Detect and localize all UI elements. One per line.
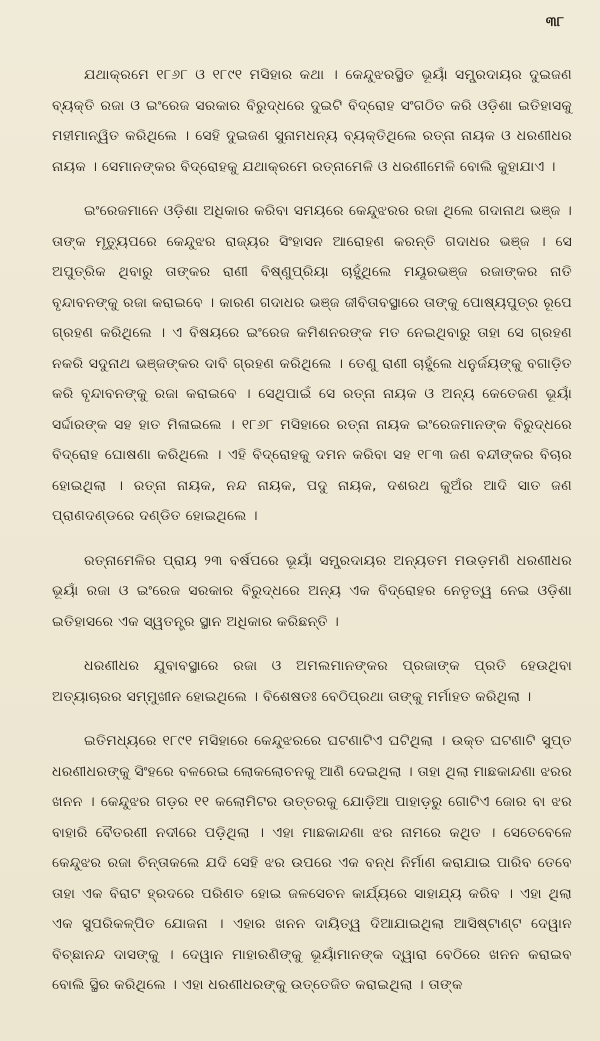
paragraph-5: ଇତିମଧ୍ୟରେ ୧୮୯୧ ମସିହାରେ କେନ୍ଦୁଝରରେ ଘଟଣାଟିଏ ଘଟିଥିଲା । ଉକ୍ତ ଘଟଣାଟି ସୁପ୍ତ ଧରଣୀଧରଙ୍କୁ ସିଂହରେ ବଳରେଇ ଲୋକଲୋଚନକୁ ଆଣି ଦେଇଥିଲା । ତାହା ଥିଲା ମାଛକାନ୍ଦଣା ଝରର ଖନନ । କେନ୍ଦୁଝର ଗଡ଼ର ୧୧ କଲୋମିଟର ଉତ୍ତରକୁ ଯୋଡ଼ିଆ ପାହାଡ଼ରୁ ଗୋଟିଏ ଜୋର ବା ଝର ବାହାରି ବୈତରଣୀ ନଦୀରେ ପଡ଼ିଥିଲା । ଏହା ମାଛକାନ୍ଦଣା ଝର ନାମରେ କଥିତ । ସେତେବେଳେ କେନ୍ଦୁଝର ରଜା ଚିନ୍ତାକଲେ ଯଦି ସେହି ଝର ଉପରେ ଏକ ବନ୍ଧ ନିର୍ମାଣ କରାଯାଇ ପାରିବ ତେବେ ତାହା ଏକ ବିରାଟ ହ୍ରଦରେ ପରିଣତ ହୋଇ ଜଳସେଚନ କାର୍ଯ୍ୟରେ ସାହାଯ୍ୟ କରିବ । ଏହା ଥିଲା ଏକ ସୁପରିକଳ୍ପିତ ଯୋଜନା । ଏହାର ଖନନ ଦାୟିତ୍ୱ ଦିଆଯାଇଥିଲା ଆସିଷ୍ଟାଣ୍ଟ ଦେୱାନ ବିଚ୍ଛାନନ୍ଦ ଦାସଙ୍କୁ । ଦେୱାନ ମାହାରଣିଙ୍କୁ ଭୂୟାଁମାନଙ୍କ ଦ୍ୱାରା ବେଠିରେ ଖନନ କରାଇବ ବୋଲି ସ୍ଥିର କରିଥିଲେ । ଏହା ଧରଣୀଧରଙ୍କୁ ଉତ୍ତେଜିତ କରାଇଥିଲା । ତାଙ୍କ [52, 733, 572, 993]
paragraph-2: ଇଂରେଜମାନେ ଓଡ଼ିଶା ଅଧିକାର କରିବା ସମୟରେ କେନ୍ଦୁଝରର ରଜା ଥିଲେ ଗଦାନାଥ ଭଞ୍ଜ । ତାଙ୍କ ମୃତ୍ୟୁପରେ କେନ୍ଦୁଝର ରାଜ୍ୟର ସିଂହାସନ ଆରୋହଣ କରନ୍ତି ଗଦାଧର ଭଞ୍ଜ । ସେ ଅପୁତ୍ରିକ ଥିବାରୁ ତାଙ୍କର ରାଣୀ ବିଷ୍ଣୁପ୍ରିୟା ଚାହୁଁଥିଲେ ମୟୂରଭଞ୍ଜ ରଜାଙ୍କର ନାତି ବୃନ୍ଦାବନଙ୍କୁ ରଜା କରାଇବେ । କାରଣ ଗଦାଧର ଭଞ୍ଜ ଜୀବିତାବସ୍ଥାରେ ତାଙ୍କୁ ପୋଷ୍ୟପୁତ୍ର ରୂପେ ଗ୍ରହଣ କରିଥିଲେ । ଏ ବିଷୟରେ ଇଂରେଜ କମିଶନରଙ୍କ ମତ ନେଇଥିବାରୁ ତାହା ସେ ଗ୍ରହଣ ନକରି ସଦୁନାଥ ଭଞ୍ଜଙ୍କର ଦାବି ଗ୍ରହଣ କରିଥିଲେ । ତେଣୁ ରାଣୀ ଚାହୁଁଲେ ଧନୁର୍ଜୟଙ୍କୁ ବଗାଡ଼ିତ କରି ବୃନ୍ଦାବନଙ୍କୁ ରଜା କରାଇବେ । ସେଥିପାଇଁ ସେ ରତ୍ନା ନାୟକ ଓ ଅନ୍ୟ କେତେଜଣ ଭୂୟାଁ ସର୍ଦ୍ଦାରଙ୍କ ସହ ହାତ ମିଳାଇଲେ । ୧୮୬୮ ମସିହାରେ ରତ୍ନା ନାୟକ ଇଂରେଜମାନଙ୍କ ବିରୁଦ୍ଧରେ ବିଦ୍ରୋହ ଘୋଷଣା କରିଥିଲେ । ଏହି ବିଦ୍ରୋହକୁ ଦମନ କରିବା ସହ ୧୮୩ ଜଣ ବନ୍ଦୀଙ୍କର ବିଚାର ହୋଇଥିଲା । ରତ୍ନା ନାୟକ, ନନ୍ଦ ନାୟକ, ପଦୁ ନାୟକ, ଦଶରଥ କୁଅଁର ଆଦି ସାତ ଜଣ ପ୍ରାଣଦଣ୍ଡରେ ଦଣ୍ଡିତ ହୋଇଥିଲେ । [52, 203, 572, 524]
paragraph-3: ରତ୍ନାମେଳିର ପ୍ରାୟ ୨୩ ବର୍ଷପରେ ଭୂୟାଁ ସମ୍ପ୍ରଦାୟର ଅନ୍ୟତମ ମଉଡ଼ମଣି ଧରଣୀଧର ଭୂୟାଁ ରଜା ଓ ଇଂରେଜ ସରକାର ବିରୁଦ୍ଧରେ ଅନ୍ୟ ଏକ ବିଦ୍ରୋହର ନେତୃତ୍ୱ ନେଇ ଓଡ଼ିଶା ଇତିହାସରେ ଏକ ସ୍ୱତନ୍ତ୍ର ସ୍ଥାନ ଅଧିକାର କରିଛନ୍ତି । [52, 552, 572, 630]
paragraph-1: ଯଥାକ୍ରମେ ୧୮୬୮ ଓ ୧୮୯୧ ମସିହାର କଥା । କେନ୍ଦୁଝରସ୍ଥିତ ଭୂୟାଁ ସମ୍ପ୍ରଦାୟର ଦୁଇଜଣ ବ୍ୟକ୍ତି ରଜା ଓ ଇଂରେଜ ସରକାର ବିରୁଦ୍ଧରେ ଦୁଇଟି ବିଦ୍ରୋହ ସଂଗଠିତ କରି ଓଡ଼ିଶା ଇତିହାସକୁ ମହୀମାନ୍ୱିତ କରିଥିଲେ । ସେହି ଦୁଇଜଣ ସୁନାମଧନ୍ୟ ବ୍ୟକ୍ତିଥିଲେ ରତ୍ନା ନାୟକ ଓ ଧରଣୀଧର ନାୟକ । ସେମାନଙ୍କର ବିଦ୍ରୋହକୁ ଯଥାକ୍ରମେ ରତ୍ନାମେଳି ଓ ଧରଣୀମେଳି ବୋଲି କୁହାଯାଏ । [52, 67, 572, 175]
page-number: ୩୮ [545, 14, 564, 30]
paragraph-4: ଧରଣୀଧର ଯୁବାବସ୍ଥାରେ ରଜା ଓ ଅମଲମାନଙ୍କର ପ୍ରଜାଙ୍କ ପ୍ରତି ହେଉଥିବା ଅତ୍ୟାଚାରର ସମ୍ମୁଖୀନ ହୋଇଥିଲେ । ବିଶେଷତଃ ବେଠିପ୍ରଥା ତାଙ୍କୁ ମର୍ମାହତ କରିଥିଲା । [52, 658, 572, 705]
